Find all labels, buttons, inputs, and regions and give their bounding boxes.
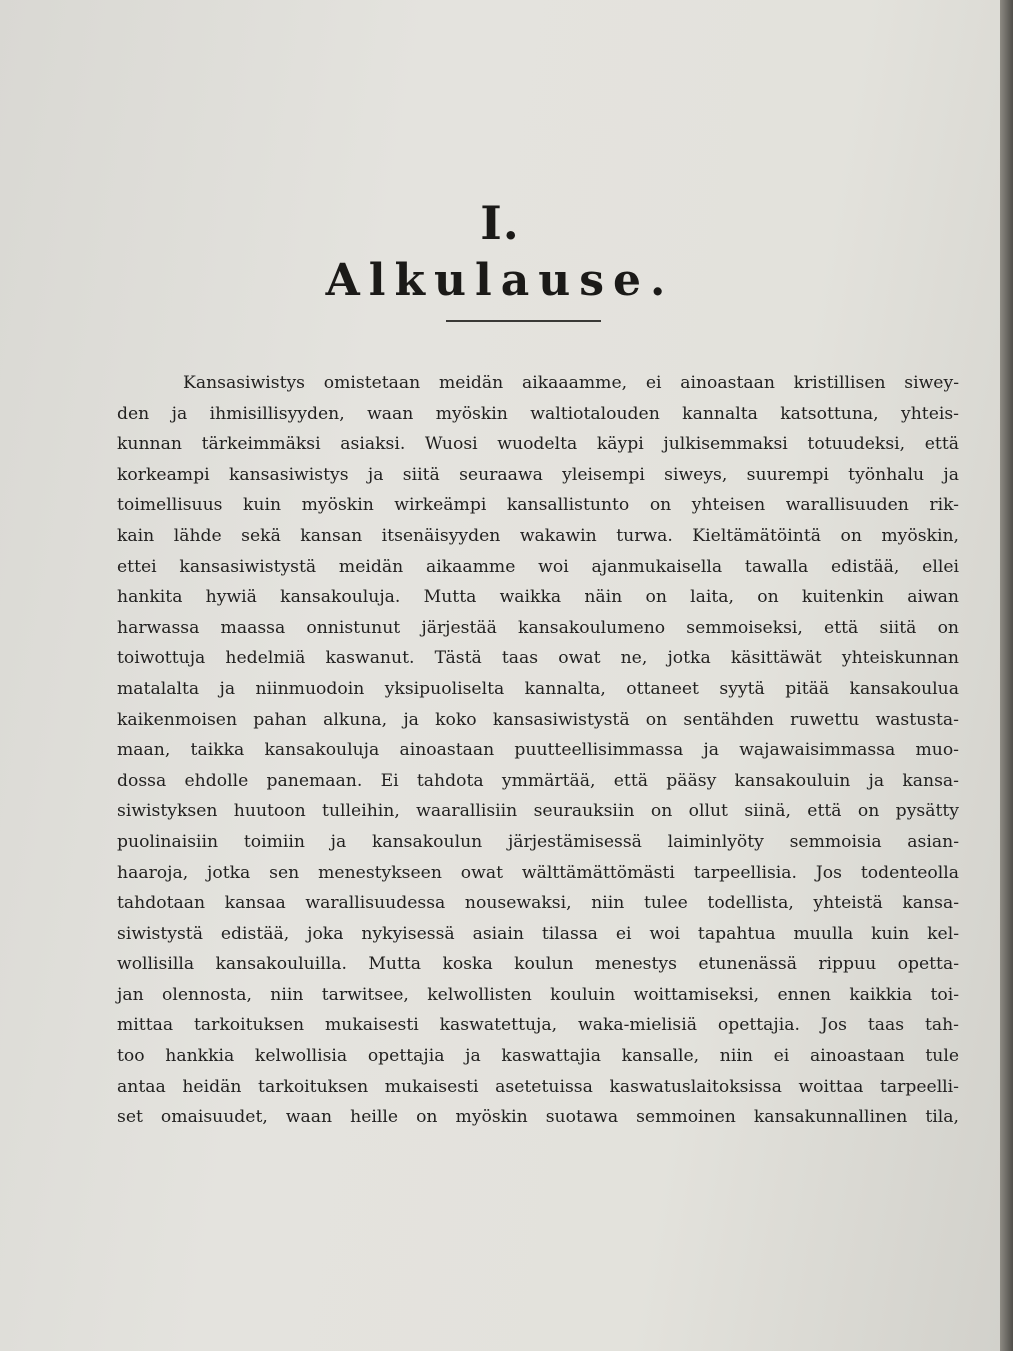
text-line: Kansasiwistys omistetaan meidän aikaaamme, ei ainoastaan kristillisen siwey- [183,373,959,393]
text-line: dossa ehdolle panemaan. Ei tahdota ymmärtää, että pääsy kansakouluin ja kansa- [117,770,959,791]
text-line: set omaisuudet, waan heille on myöskin suotawa semmoinen kansakunnallinen tila, [117,1107,959,1128]
text-line: siwistystä edistää, joka nykyisessä asiain tilassa ei woi tapahtua muulla kuin kel- [117,923,959,944]
chapter-number: I. [480,196,520,250]
text-line: antaa heidän tarkoituksen mukaisesti asetetuissa kaswatuslaitoksissa woittaa tarpeelli- [117,1076,959,1097]
chapter-title: Alkulause. [325,255,675,306]
body-paragraph [117,368,959,1133]
text-line: jan olennosta, niin tarwitsee, kelwollisten kouluin woittamiseksi, ennen kaikkia toi- [117,984,959,1005]
text-line: kaikenmoisen pahan alkuna, ja koko kansasiwistystä on sentähden ruwettu wastusta- [117,709,959,730]
text-line: matalalta ja niinmuodoin yksipuoliselta kannalta, ottaneet syytä pitää kansakoulua [117,678,959,699]
text-line: mittaa tarkoituksen mukaisesti kaswatettuja, waka-mielisiä opettajia. Jos taas tah- [117,1015,959,1036]
text-line: ettei kansasiwistystä meidän aikaamme woi ajanmukaisella tawalla edistää, ellei [117,556,959,577]
title-divider [446,320,601,322]
text-line: puolinaisiin toimiin ja kansakoulun järjestämisessä laiminlyöty semmoisia asian- [117,831,959,852]
text-line: too hankkia kelwollisia opettajia ja kaswattajia kansalle, niin ei ainoastaan tule [117,1046,959,1067]
text-line: tahdotaan kansaa warallisuudessa nousewaksi, niin tulee todellista, yhteistä kansa- [117,893,959,914]
page-edge [1000,0,1013,1351]
text-line: toiwottuja hedelmiä kaswanut. Tästä taas owat ne, jotka käsittäwät yhteiskunnan [117,648,959,669]
text-line: siwistyksen huutoon tulleihin, waarallisiin seurauksiin on ollut siinä, että on pysätty [117,801,959,822]
text-line: harwassa maassa onnistunut järjestää kansakoulumeno semmoiseksi, että siitä on [117,617,959,638]
text-line: hankita hywiä kansakouluja. Mutta waikka näin on laita, on kuitenkin aiwan [117,587,959,608]
text-line: wollisilla kansakouluilla. Mutta koska koulun menestys etunenässä rippuu opetta- [117,954,959,975]
text-line: kunnan tärkeimmäksi asiaksi. Wuosi wuodelta käypi julkisemmaksi totuudeksi, että [117,434,959,455]
text-line: den ja ihmisillisyyden, waan myöskin waltiotalouden kannalta katsottuna, yhteis- [117,403,959,424]
text-line: kain lähde sekä kansan itsenäisyyden wakawin turwa. Kieltämätöintä on myöskin, [117,525,959,546]
text-line: maan, taikka kansakouluja ainoastaan puutteellisimmassa ja wajawaisimmassa muo- [117,740,959,761]
text-line: haaroja, jotka sen menestykseen owat wälttämättömästi tarpeellisia. Jos todenteolla [117,862,959,883]
text-line: toimellisuus kuin myöskin wirkeämpi kansallistunto on yhteisen warallisuuden rik- [117,495,959,516]
text-line: korkeampi kansasiwistys ja siitä seuraawa yleisempi siweys, suurempi työnhalu ja [117,464,959,485]
